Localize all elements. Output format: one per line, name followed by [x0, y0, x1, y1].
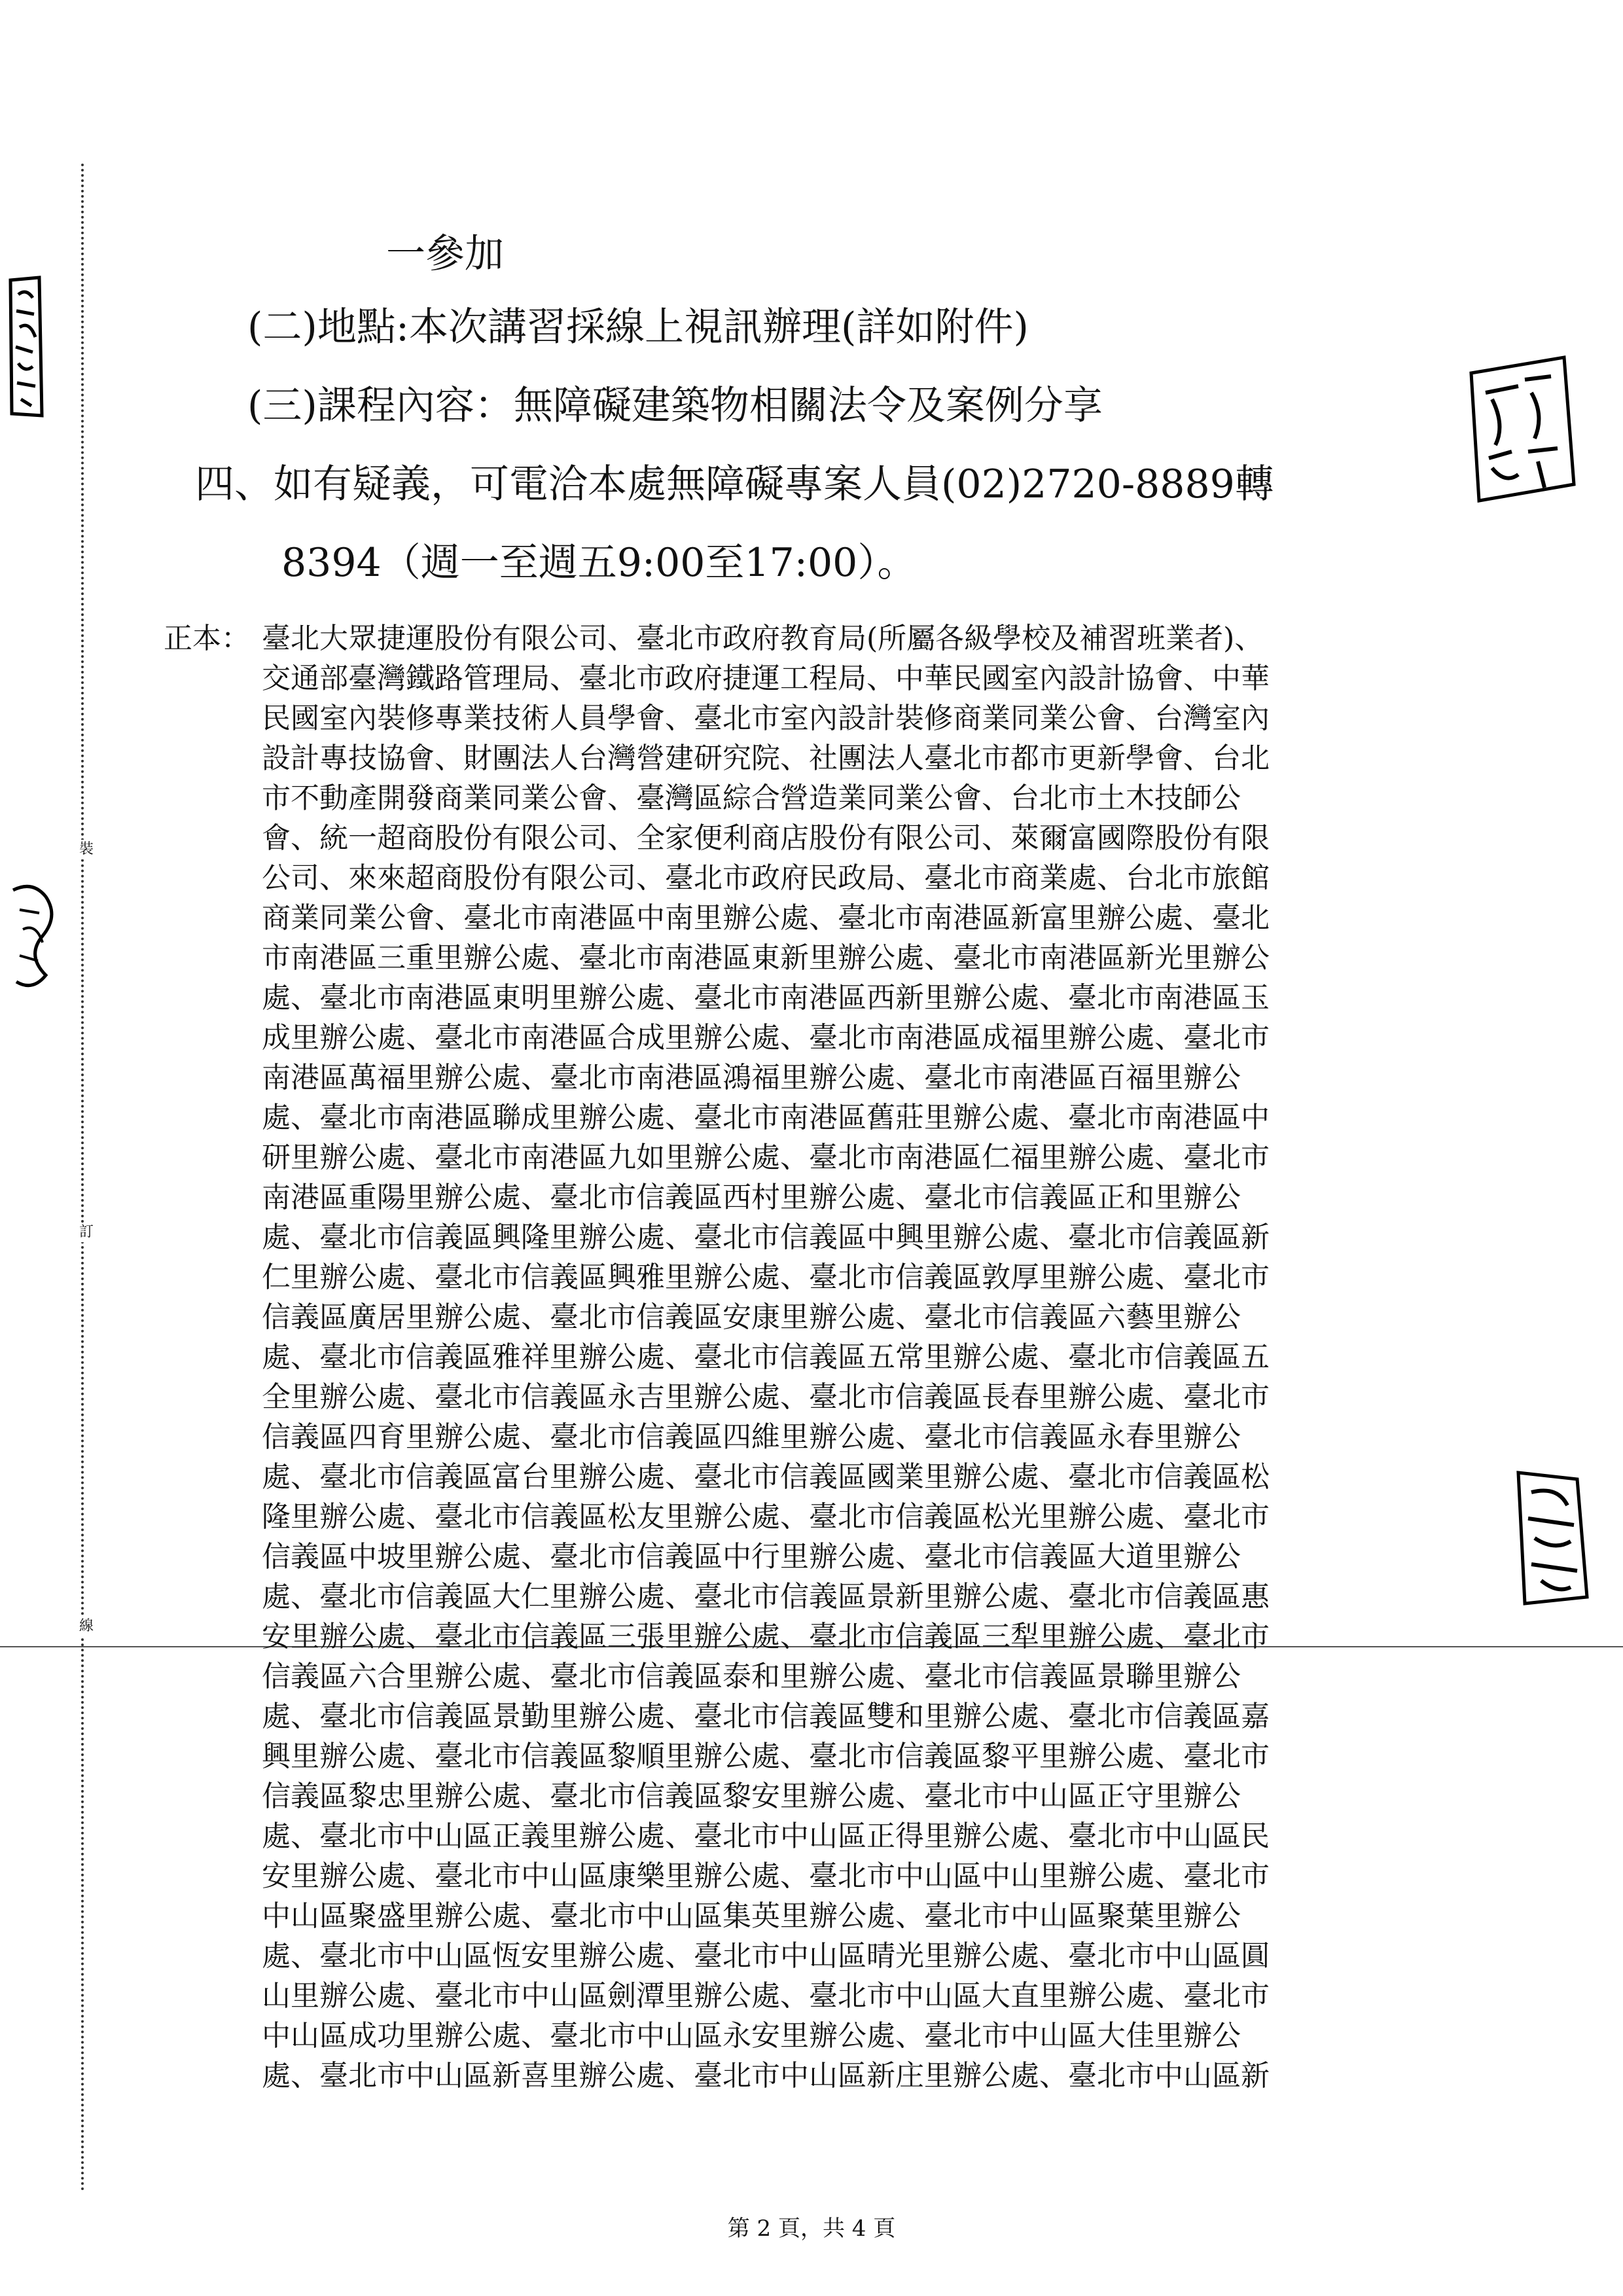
recipient-line: 信義區中坡里辦公處、臺北市信義區中行里辦公處、臺北市信義區大道里辦公	[262, 1540, 1241, 1573]
binding-mark-xian: 線	[73, 1617, 99, 1636]
recipient-line: 處、臺北市信義區大仁里辦公處、臺北市信義區景新里辦公處、臺北市信義區惠	[262, 1580, 1270, 1613]
recipient-line: 南港區萬福里辦公處、臺北市南港區鴻福里辦公處、臺北市南港區百福里辦公	[262, 1061, 1241, 1094]
body-line-3: (三)課程內容：無障礙建築物相關法令及案例分享	[247, 383, 1103, 429]
recipient-line: 安里辦公處、臺北市信義區三張里辦公處、臺北市信義區三犁里辦公處、臺北市	[262, 1620, 1270, 1653]
recipient-line: 處、臺北市中山區恆安里辦公處、臺北市中山區晴光里辦公處、臺北市中山區圓	[262, 1939, 1270, 1973]
electronic-exchange-stamp	[1466, 353, 1577, 504]
recipient-line: 商業同業公會、臺北市南港區中南里辦公處、臺北市南港區新富里辦公處、臺北	[262, 901, 1270, 935]
recipient-line: 處、臺北市信義區雅祥里辦公處、臺北市信義區五常里辦公處、臺北市信義區五	[262, 1340, 1270, 1374]
page-number: 第 2 頁，共 4 頁	[727, 2215, 896, 2242]
body-line-4: 四、如有疑義，可電洽本處無障礙專案人員(02)2720-8889轉	[195, 461, 1274, 507]
recipient-line: 處、臺北市信義區景勤里辦公處、臺北市信義區雙和里辦公處、臺北市信義區嘉	[262, 1700, 1270, 1733]
body-line-1: 一參加	[386, 231, 504, 277]
recipient-line: 公司、來來超商股份有限公司、臺北市政府民政局、臺北市商業處、台北市旅館	[262, 861, 1270, 895]
recipient-line: 交通部臺灣鐵路管理局、臺北市政府捷運工程局、中華民國室內設計協會、中華	[262, 662, 1270, 695]
body-line-5: 8394（週一至週五9:00至17:00）。	[281, 540, 917, 586]
recipient-line: 南港區重陽里辦公處、臺北市信義區西村里辦公處、臺北市信義區正和里辦公	[262, 1181, 1241, 1214]
recipient-line: 處、臺北市南港區聯成里辦公處、臺北市南港區舊莊里辦公處、臺北市南港區中	[262, 1101, 1270, 1134]
recipient-line: 設計專技協會、財團法人台灣營建研究院、社團法人臺北市都市更新學會、台北	[262, 742, 1270, 775]
body-line-2: (二)地點:本次講習採線上視訊辦理(詳如附件)	[247, 304, 1029, 350]
recipient-line: 仁里辦公處、臺北市信義區興雅里辦公處、臺北市信義區敦厚里辦公處、臺北市	[262, 1261, 1270, 1294]
recipient-line: 處、臺北市中山區正義里辦公處、臺北市中山區正得里辦公處、臺北市中山區民	[262, 1820, 1270, 1853]
recipient-line: 會、統一超商股份有限公司、全家便利商店股份有限公司、萊爾富國際股份有限	[262, 821, 1270, 855]
recipient-line: 處、臺北市南港區東明里辦公處、臺北市南港區西新里辦公處、臺北市南港區玉	[262, 981, 1270, 1014]
recipient-line: 處、臺北市中山區新喜里辦公處、臺北市中山區新庄里辦公處、臺北市中山區新	[262, 2059, 1270, 2092]
binding-dotted-line	[81, 164, 84, 2193]
recipient-line: 信義區黎忠里辦公處、臺北市信義區黎安里辦公處、臺北市中山區正守里辦公	[262, 1780, 1241, 1813]
recipient-line: 隆里辦公處、臺北市信義區松友里辦公處、臺北市信義區松光里辦公處、臺北市	[262, 1500, 1270, 1534]
recipient-line: 全里辦公處、臺北市信義區永吉里辦公處、臺北市信義區長春里辦公處、臺北市	[262, 1380, 1270, 1414]
seal-impression-right-margin	[1505, 1466, 1597, 1610]
recipient-line: 中山區成功里辦公處、臺北市中山區永安里辦公處、臺北市中山區大佳里辦公	[262, 2019, 1241, 2053]
recipient-line: 成里辦公處、臺北市南港區合成里辦公處、臺北市南港區成福里辦公處、臺北市	[262, 1021, 1270, 1054]
recipient-line: 市南港區三重里辦公處、臺北市南港區東新里辦公處、臺北市南港區新光里辦公	[262, 941, 1270, 975]
recipient-line: 處、臺北市信義區富台里辦公處、臺北市信義區國業里辦公處、臺北市信義區松	[262, 1460, 1270, 1494]
official-seal-left	[7, 275, 46, 419]
recipient-line: 市不動產開發商業同業公會、臺灣區綜合營造業同業公會、台北市土木技師公	[262, 781, 1241, 815]
binding-mark-ding: 訂	[73, 1223, 99, 1242]
recipient-line: 信義區四育里辦公處、臺北市信義區四維里辦公處、臺北市信義區永春里辦公	[262, 1420, 1241, 1454]
binding-mark-zhuang: 裝	[73, 840, 99, 859]
recipient-line: 中山區聚盛里辦公處、臺北市中山區集英里辦公處、臺北市中山區聚葉里辦公	[262, 1899, 1241, 1933]
recipient-line: 信義區廣居里辦公處、臺北市信義區安康里辦公處、臺北市信義區六藝里辦公	[262, 1300, 1241, 1334]
recipients-label: 正本：	[164, 622, 250, 655]
recipient-line: 信義區六合里辦公處、臺北市信義區泰和里辦公處、臺北市信義區景聯里辦公	[262, 1660, 1241, 1693]
seal-impression-left-margin	[7, 877, 65, 995]
recipient-line: 民國室內裝修專業技術人員學會、臺北市室內設計裝修商業同業公會、台灣室內	[262, 702, 1270, 735]
recipient-line: 臺北大眾捷運股份有限公司、臺北市政府教育局(所屬各級學校及補習班業者)、	[262, 622, 1264, 655]
recipient-line: 山里辦公處、臺北市中山區劍潭里辦公處、臺北市中山區大直里辦公處、臺北市	[262, 1979, 1270, 2013]
recipient-line: 處、臺北市信義區興隆里辦公處、臺北市信義區中興里辦公處、臺北市信義區新	[262, 1221, 1270, 1254]
recipient-line: 興里辦公處、臺北市信義區黎順里辦公處、臺北市信義區黎平里辦公處、臺北市	[262, 1740, 1270, 1773]
recipient-line: 研里辦公處、臺北市南港區九如里辦公處、臺北市南港區仁福里辦公處、臺北市	[262, 1141, 1270, 1174]
recipient-line: 安里辦公處、臺北市中山區康樂里辦公處、臺北市中山區中山里辦公處、臺北市	[262, 1859, 1270, 1893]
